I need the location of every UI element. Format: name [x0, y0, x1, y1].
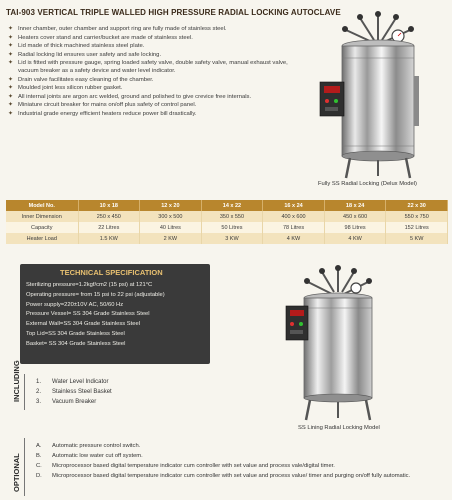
optional-list	[36, 441, 446, 481]
list-item: 2. Stainless Steel Basket	[36, 389, 112, 395]
table-cell: 550 x 750	[386, 211, 448, 222]
image-caption: Fully SS Radial Locking (Delux Model)	[318, 181, 417, 187]
spec-line: External Wall=SS 304 Grade Stainless Steel	[26, 321, 141, 328]
technical-spec-title: TECHNICAL SPECIFICATION	[60, 268, 163, 277]
list-item: ✦ Inner chamber, outer chamber and support ring are fully made of stainless steel.	[8, 26, 227, 32]
table-cell: 2 KW	[140, 233, 202, 244]
table-header-cell: 14 x 22	[201, 200, 263, 211]
list-item: ✦ Miniature circuit breaker for mains on/off plus safety of control panel.	[8, 102, 197, 108]
including-list	[36, 377, 112, 407]
table-cell: 350 x 550	[201, 211, 263, 222]
bullet-icon: ✦	[8, 93, 14, 100]
list-item: D. Microprocessor based digital temperature indicator cum controller with set value and process value/ timer and purging on/off fully automatic.	[36, 473, 411, 479]
list-item: C. Microprocessor based digital temperature indicator cum controller with set value and process vale/digital timer.	[36, 463, 335, 469]
table-cell: 78 Litres	[263, 222, 325, 233]
bullet-icon: ✦	[8, 110, 14, 117]
list-item: ✦ Heaters cover stand and carrier/bucket are made of stainless steel.	[8, 34, 193, 41]
table-cell: 4 KW	[263, 233, 325, 244]
spec-line: Sterilizing pressure=1.2kgf/cm2 (15 psi) at 121°C	[26, 282, 153, 288]
spec-line: Basket= SS 304 Grade Stainless Steel	[26, 340, 126, 347]
table-cell: 5 KW	[386, 233, 448, 244]
spec-line: Pressure Vessel= SS 304 Grade Stainless Steel	[26, 311, 150, 318]
technical-spec-lines	[26, 281, 165, 350]
list-item: 3. Vacuum Breaker	[36, 399, 97, 405]
spec-line: Operating pressure= from 15 psi to 22 psi (adjustable)	[26, 291, 165, 298]
list-item: B. Automatic low water cut off system.	[36, 453, 143, 459]
list-item: ✦ Moulded joint less silicon rubber gasket.	[8, 85, 123, 91]
bullet-icon: ✦	[8, 43, 14, 49]
table-cell: 250 x 450	[78, 211, 140, 222]
list-item: ✦ All internal joints are argon arc welded, ground and polished to give crevice free internals.	[8, 93, 252, 100]
table-cell: 50 Litres	[201, 222, 263, 233]
list-item: ✦ Lid made of thick machined stainless steel plate.	[8, 43, 145, 49]
image-caption: SS Lining Radial Locking Model	[298, 425, 380, 431]
bullet-icon: ✦	[8, 60, 14, 66]
table-cell: 300 x 500	[140, 211, 202, 222]
table-cell: 4 KW	[324, 233, 386, 244]
bullet-icon: ✦	[8, 51, 14, 58]
table-cell: 98 Litres	[324, 222, 386, 233]
page-title: TAI-903 VERTICAL TRIPLE WALLED HIGH PRESSURE RADIAL LOCKING AUTOCLAVE	[6, 8, 341, 17]
table-row	[6, 222, 448, 233]
bullet-icon: ✦	[8, 76, 14, 83]
spec-line: Power supply=220±10V AC, 50/60 Hz	[26, 301, 124, 308]
table-row	[6, 233, 448, 244]
list-item: A. Automatic pressure control switch.	[36, 443, 141, 449]
table-cell: Heater Load	[6, 233, 78, 244]
table-cell: 400 x 600	[263, 211, 325, 222]
table-cell: 3 KW	[201, 233, 263, 244]
list-item: ✦ Industrial grade energy efficient heaters reduce power bill drastically.	[8, 110, 197, 117]
bullet-icon: ✦	[8, 102, 14, 108]
table-header-cell: 10 x 18	[78, 200, 140, 211]
bullet-icon: ✦	[8, 85, 14, 91]
list-item: ✦ Lid is fitted with pressure gauge, spring loaded safety valve, double safety valve, manual exhaust valve, vacuum breaker as a safety device and water level indicator.	[8, 60, 288, 74]
spec-line: Top Lid=SS 304 Grade Stainless Steel	[26, 330, 125, 337]
technical-spec-box	[20, 264, 210, 364]
table-row	[6, 211, 448, 222]
models-table	[6, 200, 448, 244]
table-cell: 152 Litres	[386, 222, 448, 233]
table-header-cell: 22 x 30	[386, 200, 448, 211]
autoclave-delux-image	[316, 6, 446, 180]
table-cell: 40 Litres	[140, 222, 202, 233]
list-item: ✦ Radial locking lid ensures user safety and safe locking.	[8, 51, 162, 58]
table-cell: 1.5 KW	[78, 233, 140, 244]
bullet-icon: ✦	[8, 26, 14, 32]
table-cell: 22 Litres	[78, 222, 140, 233]
feature-list	[8, 25, 306, 118]
bullet-icon: ✦	[8, 34, 14, 41]
divider	[24, 374, 25, 410]
table-header-cell: 18 x 24	[324, 200, 386, 211]
table-cell: Capacity	[6, 222, 78, 233]
optional-label: OPTIONAL	[12, 453, 21, 492]
divider	[24, 438, 25, 496]
table-header-cell: 12 x 20	[140, 200, 202, 211]
autoclave-ss-lining-image	[278, 262, 398, 422]
table-cell: 450 x 600	[324, 211, 386, 222]
table-header-cell: 16 x 24	[263, 200, 325, 211]
list-item: 1. Water Level Indicator	[36, 379, 109, 385]
table-header-cell: Model No.	[6, 200, 78, 211]
table-cell: Inner Dimension	[6, 211, 78, 222]
including-label: INCLUDING	[12, 360, 21, 402]
table-header-row	[6, 200, 448, 211]
list-item: ✦ Drain valve facilitates easy cleaning of the chamber.	[8, 76, 154, 83]
